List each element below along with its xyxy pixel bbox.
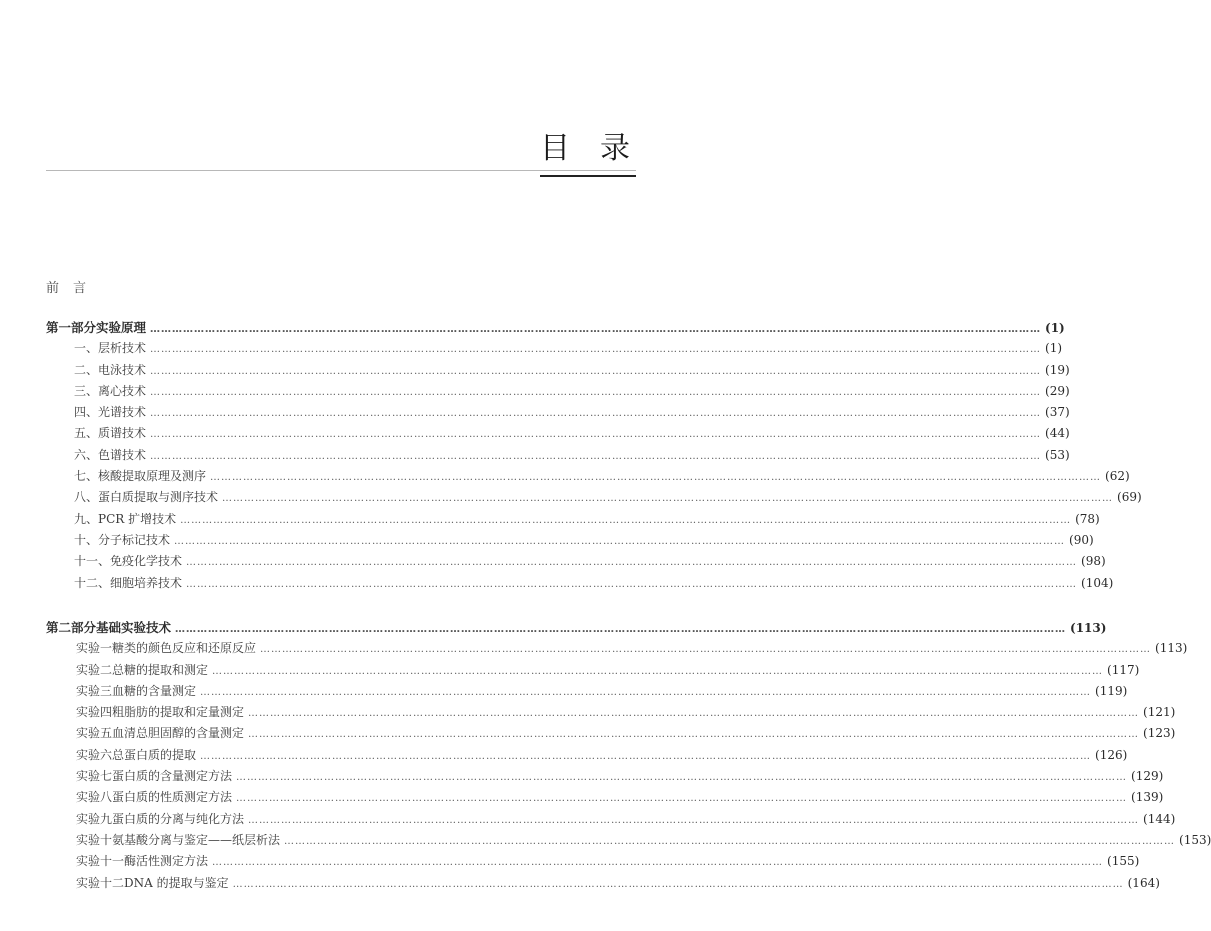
- page-number: (153): [1179, 832, 1211, 847]
- experiment-number: 实验十一: [76, 854, 125, 869]
- page-number: (164): [1127, 875, 1160, 890]
- page-number: (113): [1155, 641, 1188, 656]
- page-number: (98): [1081, 554, 1106, 569]
- leader-dots: [248, 729, 1139, 740]
- page-number: (121): [1143, 705, 1176, 720]
- entry-label: 九、PCR 扩增技术: [74, 511, 177, 526]
- leader-dots: [150, 451, 1041, 462]
- toc-entry[interactable]: [46, 746, 1128, 767]
- page-number: (123): [1143, 726, 1176, 741]
- page-number: (44): [1045, 426, 1070, 441]
- leader-dots: [186, 557, 1077, 568]
- title-underline: [540, 175, 636, 177]
- toc-part1: [46, 318, 1142, 595]
- toc-entry[interactable]: [46, 424, 1070, 445]
- leader-dots: [180, 515, 1071, 526]
- toc-part2: [46, 618, 1211, 895]
- entry-label: 总糖的提取和测定: [112, 662, 209, 677]
- leader-dots: [210, 472, 1101, 483]
- leader-dots: [150, 344, 1041, 355]
- toc-entry[interactable]: [46, 403, 1070, 424]
- page-number: (37): [1045, 405, 1070, 420]
- page-number: (62): [1105, 469, 1130, 484]
- experiment-number: 实验八: [76, 790, 113, 805]
- toc-entry[interactable]: [46, 852, 1140, 873]
- experiment-number: 实验六: [76, 747, 113, 762]
- page-number: (144): [1143, 811, 1176, 826]
- leader-dots: [150, 429, 1041, 440]
- leader-dots: [248, 708, 1139, 719]
- leader-dots: [174, 536, 1065, 547]
- part-title: 实验原理: [96, 320, 147, 335]
- toc-entry[interactable]: [46, 446, 1070, 467]
- entry-label: 十二、细胞培养技术: [74, 575, 183, 590]
- toc-entry[interactable]: [46, 574, 1114, 595]
- page-number: (29): [1045, 383, 1070, 398]
- entry-label: 蛋白质的性质测定方法: [112, 790, 233, 805]
- toc-entry[interactable]: [46, 531, 1094, 552]
- page-number: (53): [1045, 447, 1070, 462]
- toc-entry[interactable]: [46, 767, 1164, 788]
- entry-label: DNA 的提取与鉴定: [124, 875, 229, 890]
- toc-part1-heading[interactable]: [46, 318, 1065, 339]
- page-number: (1): [1045, 321, 1065, 335]
- entry-label: 粗脂肪的提取和定量测定: [112, 705, 245, 720]
- preface-heading: [46, 277, 86, 296]
- entry-label: 八、蛋白质提取与测序技术: [74, 490, 219, 505]
- leader-dots: [284, 836, 1175, 847]
- entry-label: 六、色谱技术: [74, 447, 147, 462]
- entry-label: 三、离心技术: [74, 383, 147, 398]
- toc-entry[interactable]: [46, 382, 1070, 403]
- page-number: (129): [1131, 769, 1164, 784]
- page-number: (90): [1069, 532, 1094, 547]
- toc-entry[interactable]: [46, 488, 1142, 509]
- experiment-number: 实验十: [76, 832, 113, 847]
- toc-entry[interactable]: [46, 682, 1128, 703]
- entry-label: 五、质谱技术: [74, 426, 147, 441]
- leader-dots: [200, 687, 1091, 698]
- leader-dots: [150, 387, 1041, 398]
- experiment-number: 实验十二: [76, 875, 125, 890]
- leader-dots: [222, 493, 1113, 504]
- entry-label: 十、分子标记技术: [74, 532, 171, 547]
- entry-label: 氨基酸分离与鉴定——纸层析法: [112, 832, 281, 847]
- page-number: (78): [1075, 511, 1100, 526]
- experiment-number: 实验二: [76, 662, 113, 677]
- toc-entry[interactable]: [46, 510, 1100, 531]
- leader-dots: [248, 815, 1139, 826]
- leader-dots: [200, 751, 1091, 762]
- page-title: 目录: [540, 131, 660, 166]
- toc-entry[interactable]: [46, 810, 1176, 831]
- entry-label: 酶活性测定方法: [124, 854, 209, 869]
- leader-dots: [186, 579, 1077, 590]
- experiment-number: 实验七: [76, 769, 113, 784]
- page-number: (113): [1070, 621, 1107, 635]
- toc-entry[interactable]: [46, 831, 1211, 852]
- toc-entry[interactable]: [46, 639, 1188, 660]
- leader-dots: [150, 366, 1041, 377]
- entry-label: 糖类的颜色反应和还原反应: [112, 641, 257, 656]
- entry-label: 血清总胆固醇的含量测定: [112, 726, 245, 741]
- leader-dots: [212, 857, 1103, 868]
- entry-label: 二、电泳技术: [74, 362, 147, 377]
- experiment-number: 实验一: [76, 641, 113, 656]
- experiment-number: 实验三: [76, 683, 113, 698]
- page-number: (19): [1045, 362, 1070, 377]
- toc-entry[interactable]: [46, 703, 1176, 724]
- toc-entry[interactable]: [46, 788, 1164, 809]
- leader-dots: [260, 644, 1151, 655]
- toc-entry[interactable]: [46, 724, 1176, 745]
- toc-entry[interactable]: [46, 661, 1140, 682]
- toc-entry[interactable]: [46, 874, 1160, 895]
- entry-label: 四、光谱技术: [74, 405, 147, 420]
- entry-label: 血糖的含量测定: [112, 683, 197, 698]
- page-number: (119): [1095, 683, 1128, 698]
- header-rule: [46, 170, 636, 171]
- preface-char-2: 言: [73, 281, 87, 296]
- leader-dots: [236, 772, 1127, 783]
- entry-label: 十一、免疫化学技术: [74, 554, 183, 569]
- experiment-number: 实验四: [76, 705, 113, 720]
- page-number: (139): [1131, 790, 1164, 805]
- part-title: 基础实验技术: [96, 620, 172, 635]
- part-number: 第二部分: [46, 620, 97, 635]
- entry-label: 蛋白质的含量测定方法: [112, 769, 233, 784]
- page-number: (117): [1107, 662, 1140, 677]
- toc-entry[interactable]: [46, 361, 1070, 382]
- toc-entry[interactable]: [46, 339, 1063, 360]
- page-number: (69): [1117, 490, 1142, 505]
- page-number: (155): [1107, 854, 1140, 869]
- entry-label: 七、核酸提取原理及测序: [74, 469, 207, 484]
- preface-char-1: 前: [46, 281, 60, 296]
- leader-dots: [175, 624, 1066, 635]
- page-number: (126): [1095, 747, 1128, 762]
- leader-dots: [150, 408, 1041, 419]
- experiment-number: 实验九: [76, 811, 113, 826]
- leader-dots: [233, 879, 1124, 890]
- entry-label: 蛋白质的分离与纯化方法: [112, 811, 245, 826]
- toc-part2-heading[interactable]: [46, 618, 1107, 639]
- toc-entry[interactable]: [46, 552, 1106, 573]
- page-number: (104): [1081, 575, 1114, 590]
- leader-dots: [212, 666, 1103, 677]
- page-number: (1): [1045, 341, 1063, 356]
- experiment-number: 实验五: [76, 726, 113, 741]
- leader-dots: [236, 793, 1127, 804]
- leader-dots: [150, 324, 1041, 335]
- entry-label: 一、层析技术: [74, 341, 147, 356]
- part-number: 第一部分: [46, 320, 97, 335]
- toc-entry[interactable]: [46, 467, 1130, 488]
- entry-label: 总蛋白质的提取: [112, 747, 197, 762]
